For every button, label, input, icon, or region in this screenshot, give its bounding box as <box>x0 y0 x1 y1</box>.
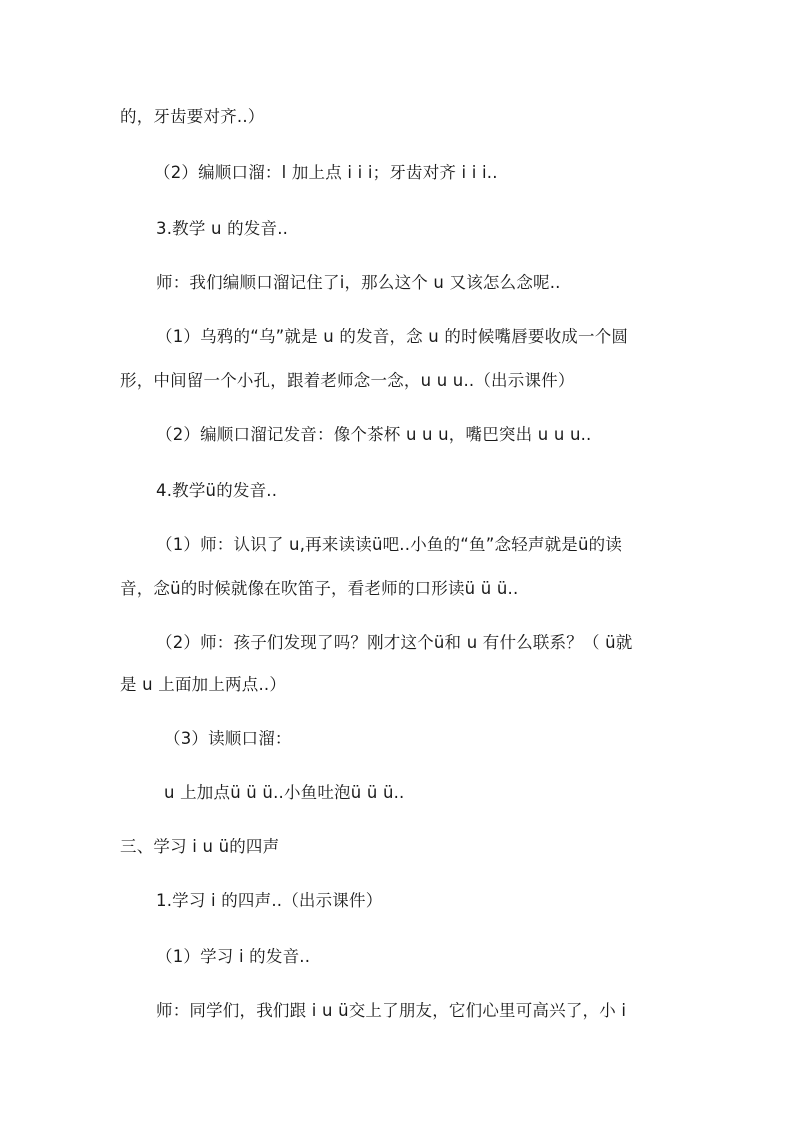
text-line: 形，中间留一个小孔，跟着老师念一念，u u u..（出示课件） <box>120 371 575 390</box>
section-heading: 4.教学ü的发音.. <box>156 481 278 500</box>
section-heading: 三、学习 i u ü的四声 <box>120 837 280 856</box>
text-line: （2）编顺口溜记发音：像个茶杯 u u u，嘴巴突出 u u u.. <box>156 425 592 444</box>
text-line: 音，念ü的时候就像在吹笛子，看老师的口形读ü ü ü.. <box>120 579 519 598</box>
text-line: （2）师：孩子们发现了吗？刚才这个ü和 u 有什么联系？（ ü就 <box>156 633 633 652</box>
text-line: 是 u 上面加上两点..） <box>120 675 287 694</box>
text-line: 师：同学们，我们跟 i u ü交上了朋友，它们心里可高兴了，小 i <box>156 1001 627 1020</box>
text-line: 1.学习 i 的四声..（出示课件） <box>156 891 383 910</box>
section-heading: 3.教学 u 的发音.. <box>156 219 289 238</box>
text-line: 师：我们编顺口溜记住了i，那么这个 u 又该怎么念呢.. <box>156 273 561 292</box>
text-line: （1）乌鸦的“乌”就是 u 的发音，念 u 的时候嘴唇要收成一个圆 <box>156 327 629 346</box>
text-line: （1）师：认识了 u,再来读读ü吧..小鱼的“鱼”念轻声就是ü的读 <box>156 535 623 554</box>
text-line: 的，牙齿要对齐..） <box>120 107 265 126</box>
text-line: （2）编顺口溜：l 加上点 i i i；牙齿对齐 i i i.. <box>154 163 498 182</box>
text-line: u 上加点ü ü ü..小鱼吐泡ü ü ü.. <box>164 783 405 802</box>
text-line: （3）读顺口溜： <box>164 729 292 748</box>
text-line: （1）学习 i 的发音.. <box>156 947 311 966</box>
